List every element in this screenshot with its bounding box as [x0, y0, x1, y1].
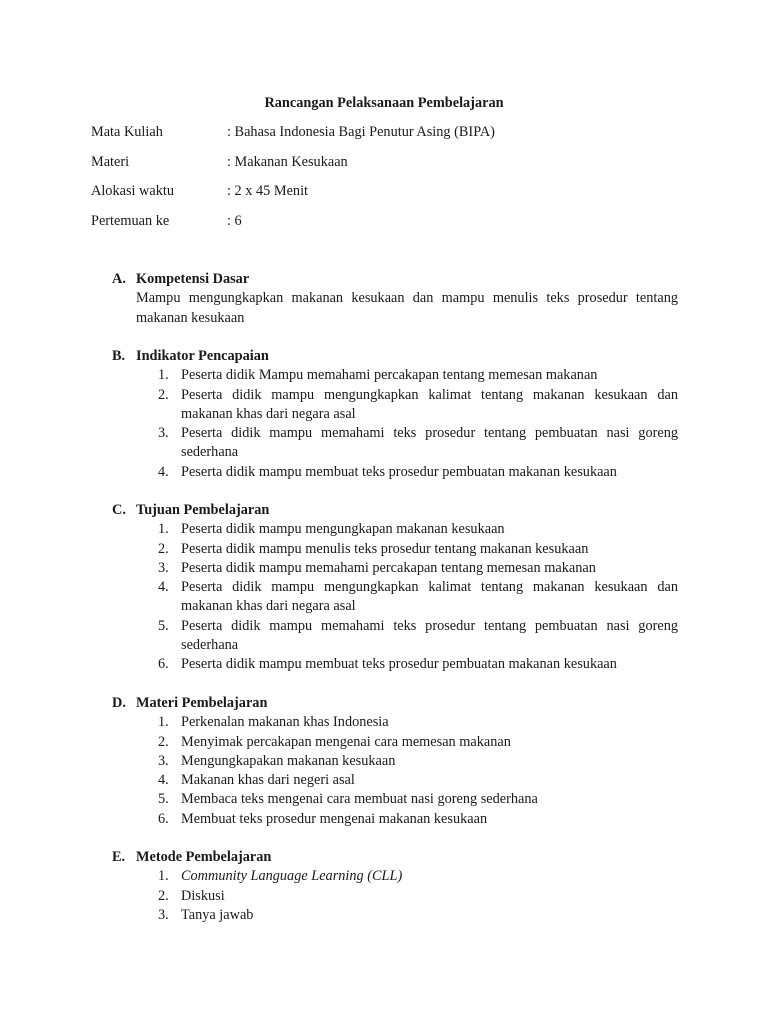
list-item	[112, 540, 678, 559]
list-number: 3.	[158, 559, 169, 576]
section-materi-pembelajaran	[112, 694, 678, 829]
section-letter: D.	[112, 695, 126, 711]
section-heading	[112, 501, 678, 520]
list-number: 2.	[158, 540, 169, 557]
list-text: Membuat teks prosedur mengenai makanan kesukaan	[181, 810, 488, 827]
meta-value: : 6	[227, 212, 242, 229]
list-text: Peserta didik mampu memahami teks prosedur tentang pembuatan nasi goreng sederhana	[181, 425, 678, 461]
list-text: Peserta didik mampu memahami percakapan tentang memesan makanan	[181, 559, 596, 576]
section-title: Indikator Pencapaian	[136, 348, 269, 364]
meta-label: Alokasi waktu	[91, 183, 174, 199]
meta-row-materi	[91, 153, 691, 183]
meta-row-alokasi-waktu	[91, 182, 691, 212]
meta-label: Materi	[91, 153, 130, 170]
list-number: 6.	[158, 810, 169, 827]
list-item	[112, 520, 678, 539]
section-heading	[112, 347, 678, 366]
section-letter: A.	[112, 271, 126, 287]
list-text: Diskusi	[181, 887, 225, 904]
section-letter: C.	[112, 502, 126, 518]
meta-value: : Bahasa Indonesia Bagi Penutur Asing (BIPA)	[227, 124, 495, 140]
meta-row-pertemuan-ke	[91, 212, 691, 242]
section-heading	[112, 848, 678, 867]
list-text: Community Language Learning (CLL)	[181, 868, 403, 885]
section-kompetensi-dasar	[112, 270, 678, 328]
list-text: Makanan khas dari negeri asal	[181, 772, 355, 789]
list-text: Peserta didik mampu memahami teks prosedur tentang pembuatan nasi goreng sederhana	[181, 617, 678, 654]
list-item	[112, 424, 678, 463]
list-item	[112, 790, 678, 809]
section-title: Tujuan Pembelajaran	[136, 502, 270, 518]
list-text: Peserta didik mampu membuat teks prosedur pembuatan makanan kesukaan	[181, 463, 617, 480]
list-number: 1.	[158, 521, 169, 538]
section-metode-pembelajaran	[112, 848, 678, 925]
list-number: 3.	[158, 752, 169, 769]
list-number: 4.	[158, 463, 169, 480]
list-item	[112, 887, 678, 906]
list-item	[112, 655, 678, 674]
list-item	[112, 366, 678, 385]
list-number: 4.	[158, 579, 169, 596]
list-number: 1.	[158, 714, 169, 731]
list-item	[112, 733, 678, 752]
list-item	[112, 771, 678, 790]
list-text: Peserta didik mampu mengungkapkan kalimat tentang makanan kesukaan dan makanan khas dari negara asal	[181, 579, 678, 615]
list-text: Peserta didik mampu menulis teks prosedur tentang makanan kesukaan	[181, 540, 589, 557]
list-text: Peserta didik mampu mengungkapan makanan kesukaan	[181, 521, 505, 538]
section-tujuan-pembelajaran	[112, 501, 678, 675]
list-text: Membaca teks mengenai cara membuat nasi goreng sederhana	[181, 791, 538, 808]
list-number: 1.	[158, 868, 169, 885]
list-number: 2.	[158, 386, 169, 403]
list-text: Peserta didik Mampu memahami percakapan tentang memesan makanan	[181, 367, 598, 384]
meta-value: : 2 x 45 Menit	[227, 183, 309, 199]
list-number: 6.	[158, 656, 169, 673]
document-title: Rancangan Pelaksanaan Pembelajaran	[264, 95, 504, 111]
list-item	[112, 810, 678, 829]
meta-row-mata-kuliah	[91, 123, 691, 153]
list-item	[112, 867, 678, 886]
list-item	[112, 578, 678, 617]
list-text: Peserta didik mampu membuat teks prosedur pembuatan makanan kesukaan	[181, 656, 617, 673]
list-number: 4.	[158, 772, 169, 789]
list-item	[112, 559, 678, 578]
meta-label: Mata Kuliah	[91, 124, 163, 140]
section-heading	[112, 694, 678, 713]
list-item	[112, 713, 678, 732]
list-item	[112, 906, 678, 925]
meta-value: : Makanan Kesukaan	[227, 153, 348, 170]
section-title: Kompetensi Dasar	[136, 271, 250, 287]
list-text: Menyimak percakapan mengenai cara memesan makanan	[181, 733, 511, 750]
section-title: Materi Pembelajaran	[136, 695, 268, 711]
list-number: 3.	[158, 906, 169, 923]
section-letter: B.	[112, 348, 126, 364]
list-text: Perkenalan makanan khas Indonesia	[181, 714, 389, 731]
list-number: 2.	[158, 733, 169, 750]
section-letter: E.	[112, 849, 126, 865]
list-number: 5.	[158, 791, 169, 808]
section-indikator-pencapaian	[112, 347, 678, 482]
list-number: 2.	[158, 887, 169, 904]
list-number: 1.	[158, 367, 169, 384]
list-text: Mengungkapakan makanan kesukaan	[181, 752, 396, 769]
list-text: Peserta didik mampu mengungkapkan kalimat tentang makanan kesukaan dan makanan khas dari negara asal	[181, 386, 678, 422]
meta-label: Pertemuan ke	[91, 212, 170, 229]
course-info	[91, 123, 691, 241]
list-item	[112, 386, 678, 425]
section-title: Metode Pembelajaran	[136, 849, 272, 865]
list-number: 5.	[158, 617, 169, 634]
section-body: Mampu mengungkapkan makanan kesukaan dan mampu menulis teks prosedur tentang makanan kesukaan	[136, 290, 678, 326]
list-number: 3.	[158, 425, 169, 442]
list-text: Tanya jawab	[181, 906, 254, 923]
list-item	[112, 752, 678, 771]
list-item	[112, 617, 678, 656]
list-item	[112, 463, 678, 482]
section-heading	[112, 270, 678, 289]
